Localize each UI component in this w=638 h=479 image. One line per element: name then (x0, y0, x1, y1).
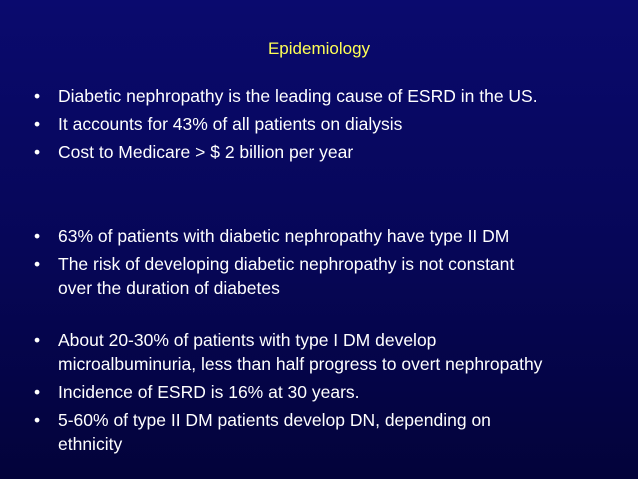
bullet-item (34, 408, 624, 456)
bullet-marker: • (34, 114, 41, 134)
bullet-item (34, 140, 624, 164)
bullet-item (34, 224, 624, 248)
bullet-text: 63% of patients with diabetic nephropathy have type II DM (58, 226, 510, 246)
bullet-text: The risk of developing diabetic nephropathy is not constant (58, 254, 515, 274)
bullet-text: It accounts for 43% of all patients on dialysis (58, 114, 403, 134)
slide-title: Epidemiology (267, 39, 371, 58)
bullet-text-continued: over the duration of diabetes (58, 278, 280, 298)
bullet-text-continued: microalbuminuria, less than half progress to overt nephropathy (58, 354, 543, 374)
bullet-list-type2 (34, 224, 624, 304)
bullet-text-continued: ethnicity (58, 434, 123, 454)
bullet-item (34, 84, 624, 108)
bullet-marker: • (34, 86, 41, 106)
bullet-text: Cost to Medicare > $ 2 billion per year (58, 142, 354, 162)
bullet-marker: • (34, 382, 41, 402)
bullet-marker: • (34, 254, 41, 274)
bullet-marker: • (34, 226, 41, 246)
bullet-list-incidence (34, 328, 624, 460)
bullet-text: Incidence of ESRD is 16% at 30 years. (58, 382, 360, 402)
bullet-marker: • (34, 410, 41, 430)
bullet-list-general (34, 84, 624, 168)
bullet-item (34, 252, 624, 300)
bullet-item (34, 112, 624, 136)
bullet-text: 5-60% of type II DM patients develop DN, depending on (58, 410, 491, 430)
bullet-marker: • (34, 142, 41, 162)
bullet-marker: • (34, 330, 41, 350)
bullet-text: About 20-30% of patients with type I DM develop (58, 330, 437, 350)
bullet-text: Diabetic nephropathy is the leading cause of ESRD in the US. (58, 86, 538, 106)
bullet-item (34, 380, 624, 404)
bullet-item (34, 328, 624, 376)
